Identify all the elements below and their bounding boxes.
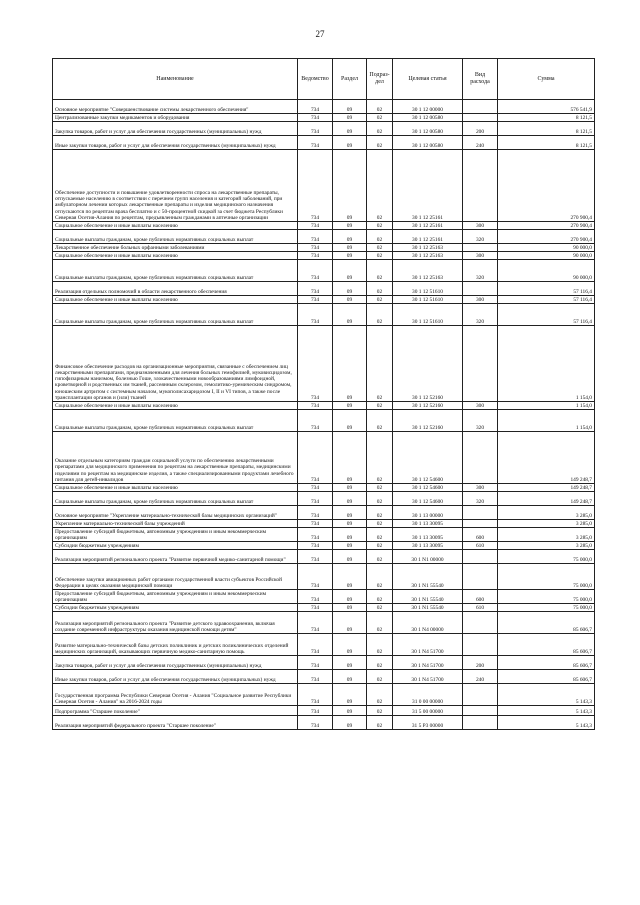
cell-target: 30 1 13 30095 — [393, 520, 463, 528]
cell-summa: 57 116,4 — [498, 296, 595, 304]
table-row — [53, 122, 595, 136]
cell-vedomstvo: 734 — [298, 670, 333, 684]
cell-podrazdel: 02 — [367, 304, 393, 326]
header-vedomstvo: Ведомство — [298, 59, 333, 100]
cell-name: Закупка товаров, работ и услуг для обеспечения государственных (муниципальных) нужд — [53, 122, 298, 136]
cell-vedomstvo: 734 — [298, 252, 333, 260]
cell-target: 30 1 12 51610 — [393, 282, 463, 296]
cell-vedomstvo: 734 — [298, 304, 333, 326]
cell-summa: 85 606,7 — [498, 670, 595, 684]
cell-summa: 3 285,0 — [498, 506, 595, 520]
cell-vedomstvo: 734 — [298, 136, 333, 150]
table-row — [53, 492, 595, 506]
cell-name: Обеспечение доступности и повышение удовлетворенности спроса на лекарственные препараты, отпускаемые населению в соответствии с перечнем групп населения и категорий заболеваний, при амбулаторном лечении которых лекарственные препараты и изделия медицинского назначения отпускаются по рецептам врача бесплатно и с 50-процентной скидкой за счет бюджета Республики Северная Осетия-Алания по рецептам, предъявленным гражданами в аптечные организации — [53, 150, 298, 222]
cell-podrazdel: 02 — [367, 122, 393, 136]
cell-vid-rashoda: 300 — [463, 252, 498, 260]
cell-podrazdel: 02 — [367, 136, 393, 150]
cell-name: Реализация мероприятий регионального проекта "Развитие детского здравоохранения, включая создание современной инфраструктуры оказания медицинской помощи детям" — [53, 612, 298, 634]
cell-summa: 1 154,0 — [498, 326, 595, 402]
cell-podrazdel: 02 — [367, 542, 393, 550]
cell-razdel: 09 — [333, 296, 367, 304]
cell-vid-rashoda: 610 — [463, 604, 498, 612]
cell-name: Социальное обеспечение и иные выплаты населению — [53, 222, 298, 230]
header-name: Наименование — [53, 59, 298, 100]
cell-vid-rashoda: 600 — [463, 590, 498, 604]
cell-podrazdel: 02 — [367, 402, 393, 410]
cell-summa: 75 000,0 — [498, 564, 595, 590]
cell-name: Основное мероприятие "Укрепление материально-технической базы медицинских организаций" — [53, 506, 298, 520]
table-row — [53, 114, 595, 122]
cell-razdel: 09 — [333, 326, 367, 402]
table-row — [53, 612, 595, 634]
cell-summa: 85 606,7 — [498, 634, 595, 656]
cell-target: 30 1 N4 00000 — [393, 612, 463, 634]
cell-vedomstvo: 734 — [298, 612, 333, 634]
cell-summa: 1 154,0 — [498, 402, 595, 410]
cell-vedomstvo: 734 — [298, 492, 333, 506]
cell-razdel: 09 — [333, 506, 367, 520]
cell-razdel: 09 — [333, 542, 367, 550]
cell-summa: 3 285,0 — [498, 542, 595, 550]
cell-name: Развитие материально-технической базы детских поликлиник и детских поликлинических отделений медицинских организаций, оказывающих первичную медико-санитарную помощь — [53, 634, 298, 656]
cell-vid-rashoda — [463, 612, 498, 634]
cell-target: 30 1 12 00580 — [393, 122, 463, 136]
cell-name: Иные закупки товаров, работ и услуг для обеспечения государственных (муниципальных) нужд — [53, 670, 298, 684]
cell-summa: 576 541,9 — [498, 100, 595, 114]
cell-name: Укрепление материально-технической базы учреждений — [53, 520, 298, 528]
cell-vid-rashoda: 200 — [463, 122, 498, 136]
cell-name: Обеспечение закупки авиационных работ органами государственной власти субъектов Российской Федерации в целях оказания медицинской помощи — [53, 564, 298, 590]
cell-razdel: 09 — [333, 684, 367, 706]
cell-summa: 8 121,5 — [498, 136, 595, 150]
cell-razdel: 09 — [333, 604, 367, 612]
cell-razdel: 09 — [333, 634, 367, 656]
cell-vedomstvo: 734 — [298, 528, 333, 542]
cell-summa: 5 143,3 — [498, 706, 595, 716]
cell-podrazdel: 02 — [367, 492, 393, 506]
cell-target: 30 1 12 25161 — [393, 222, 463, 230]
cell-summa: 90 000,0 — [498, 260, 595, 282]
cell-vid-rashoda: 200 — [463, 656, 498, 670]
cell-vid-rashoda — [463, 114, 498, 122]
cell-target: 30 1 12 00580 — [393, 136, 463, 150]
table-row — [53, 282, 595, 296]
table-row — [53, 634, 595, 656]
cell-vid-rashoda: 300 — [463, 402, 498, 410]
cell-vedomstvo: 734 — [298, 150, 333, 222]
cell-vid-rashoda — [463, 564, 498, 590]
cell-podrazdel: 02 — [367, 706, 393, 716]
cell-vedomstvo: 734 — [298, 550, 333, 564]
cell-target: 30 1 12 54600 — [393, 432, 463, 484]
cell-summa: 8 121,5 — [498, 114, 595, 122]
cell-razdel: 09 — [333, 432, 367, 484]
cell-vedomstvo: 734 — [298, 604, 333, 612]
cell-podrazdel: 02 — [367, 590, 393, 604]
table-row — [53, 100, 595, 114]
header-target: Целевая статья — [393, 59, 463, 100]
header-vid-rashoda: Вид расхода — [463, 59, 498, 100]
cell-name: Государственная программа Республики Северная Осетия - Алания "Социальное развитие Республики Северная Осетия - Алания" на 2016-2024 годы — [53, 684, 298, 706]
cell-podrazdel: 02 — [367, 484, 393, 492]
cell-podrazdel: 02 — [367, 656, 393, 670]
cell-razdel: 09 — [333, 122, 367, 136]
budget-table — [52, 58, 595, 730]
cell-vedomstvo: 734 — [298, 100, 333, 114]
table-row — [53, 402, 595, 410]
table-row — [53, 550, 595, 564]
cell-razdel: 09 — [333, 550, 367, 564]
cell-name: Основное мероприятие "Совершенствование системы лекарственного обеспечения" — [53, 100, 298, 114]
cell-target: 30 1 12 00000 — [393, 100, 463, 114]
cell-razdel: 09 — [333, 528, 367, 542]
cell-vid-rashoda: 240 — [463, 670, 498, 684]
cell-vedomstvo: 734 — [298, 402, 333, 410]
cell-target: 30 1 12 51610 — [393, 304, 463, 326]
cell-razdel: 09 — [333, 100, 367, 114]
table-row — [53, 150, 595, 222]
cell-name: Субсидии бюджетным учреждениям — [53, 604, 298, 612]
cell-vedomstvo: 734 — [298, 706, 333, 716]
cell-razdel: 09 — [333, 222, 367, 230]
cell-target: 30 1 13 30095 — [393, 542, 463, 550]
cell-vid-rashoda — [463, 326, 498, 402]
header-razdel: Раздел — [333, 59, 367, 100]
cell-name: Финансовое обеспечение расходов на организационные мероприятия, связанные с обеспечением лиц лекарственными препаратами, предназначенными для лечения больных гемофилией, муковисцидозом, гипофизарным нанизмом, болезнью Гоше, злокачественными новообразованиями лимфоидной, кроветворной и родственных им тканей, рассеянным склерозом, гемолитико-уремическим синдромом, юношеским артритом с системным началом, мукополисахаридозом I, II и VI типов, а также после трансплантации органов и (или) тканей — [53, 326, 298, 402]
cell-podrazdel: 02 — [367, 634, 393, 656]
cell-summa: 5 143,3 — [498, 716, 595, 730]
cell-vid-rashoda: 300 — [463, 484, 498, 492]
cell-vedomstvo: 734 — [298, 260, 333, 282]
cell-target: 30 1 12 00580 — [393, 114, 463, 122]
cell-podrazdel: 02 — [367, 670, 393, 684]
cell-razdel: 09 — [333, 114, 367, 122]
header-summa: Сумма — [498, 59, 595, 100]
cell-razdel: 09 — [333, 520, 367, 528]
cell-target: 30 1 12 54600 — [393, 484, 463, 492]
cell-razdel: 09 — [333, 484, 367, 492]
cell-podrazdel: 02 — [367, 282, 393, 296]
cell-target: 31 5 P3 00000 — [393, 716, 463, 730]
cell-vid-rashoda: 610 — [463, 542, 498, 550]
cell-vedomstvo: 734 — [298, 282, 333, 296]
page-number: 27 — [315, 29, 325, 39]
table-row — [53, 252, 595, 260]
cell-vedomstvo: 734 — [298, 410, 333, 432]
cell-name: Подпрограмма "Старшее поколение" — [53, 706, 298, 716]
cell-target: 30 1 12 25163 — [393, 260, 463, 282]
cell-name: Социальные выплаты гражданам, кроме публичных нормативных социальных выплат — [53, 260, 298, 282]
cell-vid-rashoda — [463, 282, 498, 296]
cell-name: Реализация отдельных полномочий в области лекарственного обеспечения — [53, 282, 298, 296]
cell-summa: 85 606,7 — [498, 656, 595, 670]
cell-podrazdel: 02 — [367, 684, 393, 706]
cell-podrazdel: 02 — [367, 528, 393, 542]
cell-name: Реализация мероприятий федерального проекта "Старшее поколение" — [53, 716, 298, 730]
table-row — [53, 326, 595, 402]
cell-vid-rashoda: 600 — [463, 528, 498, 542]
cell-vid-rashoda — [463, 550, 498, 564]
cell-target: 30 1 12 52160 — [393, 410, 463, 432]
cell-podrazdel: 02 — [367, 432, 393, 484]
cell-name: Реализация мероприятий регионального проекта "Развитие первичной медико-санитарной помощи" — [53, 550, 298, 564]
cell-summa: 3 285,0 — [498, 520, 595, 528]
table-row — [53, 506, 595, 520]
cell-target: 30 1 12 52160 — [393, 402, 463, 410]
cell-razdel: 09 — [333, 252, 367, 260]
cell-name: Предоставление субсидий бюджетным, автономным учреждениям и иным некоммерческим организациям — [53, 590, 298, 604]
cell-podrazdel: 02 — [367, 612, 393, 634]
cell-summa: 85 606,7 — [498, 612, 595, 634]
cell-razdel: 09 — [333, 410, 367, 432]
cell-summa: 8 121,5 — [498, 122, 595, 136]
cell-target: 30 1 13 30095 — [393, 528, 463, 542]
cell-summa: 75 000,0 — [498, 590, 595, 604]
cell-podrazdel: 02 — [367, 520, 393, 528]
cell-podrazdel: 02 — [367, 222, 393, 230]
cell-vedomstvo: 734 — [298, 542, 333, 550]
table-row — [53, 432, 595, 484]
cell-vid-rashoda — [463, 684, 498, 706]
cell-summa: 149 248,7 — [498, 484, 595, 492]
cell-target: 30 1 12 52160 — [393, 326, 463, 402]
table-row — [53, 564, 595, 590]
cell-razdel: 09 — [333, 612, 367, 634]
cell-vedomstvo: 734 — [298, 590, 333, 604]
cell-razdel: 09 — [333, 244, 367, 252]
cell-vedomstvo: 734 — [298, 296, 333, 304]
cell-razdel: 09 — [333, 230, 367, 244]
cell-vid-rashoda — [463, 506, 498, 520]
cell-podrazdel: 02 — [367, 506, 393, 520]
cell-name: Оказание отдельным категориям граждан социальной услуги по обеспечению лекарственными препаратами для медицинского применения по рецептам на лекарственные препараты, медицинскими изделиями по рецептам на медицинские изделия, а также специализированными продуктами лечебного питания для детей-инвалидов — [53, 432, 298, 484]
cell-podrazdel: 02 — [367, 564, 393, 590]
cell-vedomstvo: 734 — [298, 122, 333, 136]
header-podrazdel: Подраз-дел — [367, 59, 393, 100]
cell-target: 30 1 N1 55540 — [393, 564, 463, 590]
cell-razdel: 09 — [333, 716, 367, 730]
cell-summa: 3 285,0 — [498, 528, 595, 542]
cell-name: Закупка товаров, работ и услуг для обеспечения государственных (муниципальных) нужд — [53, 656, 298, 670]
table-row — [53, 304, 595, 326]
table-row — [53, 244, 595, 252]
cell-name: Социальное обеспечение и иные выплаты населению — [53, 252, 298, 260]
table-row — [53, 716, 595, 730]
cell-target: 30 1 N4 51700 — [393, 634, 463, 656]
cell-target: 30 1 N1 00000 — [393, 550, 463, 564]
cell-vid-rashoda: 240 — [463, 136, 498, 150]
cell-vedomstvo: 734 — [298, 222, 333, 230]
cell-podrazdel: 02 — [367, 296, 393, 304]
cell-name: Централизованные закупки медикаментов и оборудования — [53, 114, 298, 122]
cell-target: 30 1 12 54600 — [393, 492, 463, 506]
cell-razdel: 09 — [333, 282, 367, 296]
cell-summa: 270 900,4 — [498, 230, 595, 244]
cell-vid-rashoda: 320 — [463, 492, 498, 506]
cell-vid-rashoda — [463, 634, 498, 656]
cell-summa: 57 116,4 — [498, 282, 595, 296]
cell-razdel: 09 — [333, 150, 367, 222]
cell-podrazdel: 02 — [367, 244, 393, 252]
cell-name: Лекарственное обеспечение больных орфанными заболеваниями — [53, 244, 298, 252]
cell-target: 30 1 N1 55540 — [393, 604, 463, 612]
cell-podrazdel: 02 — [367, 716, 393, 730]
table-row — [53, 604, 595, 612]
cell-name: Социальные выплаты гражданам, кроме публичных нормативных социальных выплат — [53, 410, 298, 432]
cell-razdel: 09 — [333, 492, 367, 506]
cell-vid-rashoda — [463, 244, 498, 252]
cell-target: 30 1 N1 55540 — [393, 590, 463, 604]
table-row — [53, 590, 595, 604]
table-row — [53, 520, 595, 528]
cell-name: Предоставление субсидий бюджетным, автономным учреждениям и иным некоммерческим организациям — [53, 528, 298, 542]
cell-razdel: 09 — [333, 136, 367, 150]
cell-podrazdel: 02 — [367, 150, 393, 222]
cell-summa: 90 000,0 — [498, 252, 595, 260]
cell-vid-rashoda — [463, 706, 498, 716]
table-row — [53, 670, 595, 684]
cell-target: 30 1 12 25161 — [393, 230, 463, 244]
cell-summa: 57 116,4 — [498, 304, 595, 326]
table-row — [53, 684, 595, 706]
cell-podrazdel: 02 — [367, 114, 393, 122]
cell-target: 30 1 12 25163 — [393, 252, 463, 260]
cell-vid-rashoda — [463, 716, 498, 730]
table-row — [53, 260, 595, 282]
cell-vedomstvo: 734 — [298, 656, 333, 670]
cell-summa: 90 000,0 — [498, 244, 595, 252]
cell-summa: 1 154,0 — [498, 410, 595, 432]
cell-vid-rashoda — [463, 100, 498, 114]
cell-razdel: 09 — [333, 564, 367, 590]
cell-podrazdel: 02 — [367, 326, 393, 402]
table-row — [53, 656, 595, 670]
cell-razdel: 09 — [333, 656, 367, 670]
cell-target: 31 0 00 00000 — [393, 684, 463, 706]
cell-name: Социальные выплаты гражданам, кроме публичных нормативных социальных выплат — [53, 492, 298, 506]
cell-vid-rashoda: 300 — [463, 222, 498, 230]
cell-vedomstvo: 734 — [298, 716, 333, 730]
table-row — [53, 528, 595, 542]
cell-podrazdel: 02 — [367, 410, 393, 432]
cell-vedomstvo: 734 — [298, 564, 333, 590]
cell-vedomstvo: 734 — [298, 244, 333, 252]
cell-vedomstvo: 734 — [298, 484, 333, 492]
table-row — [53, 542, 595, 550]
cell-vid-rashoda: 320 — [463, 410, 498, 432]
cell-podrazdel: 02 — [367, 100, 393, 114]
cell-podrazdel: 02 — [367, 252, 393, 260]
cell-vedomstvo: 734 — [298, 506, 333, 520]
cell-vid-rashoda — [463, 520, 498, 528]
table-row — [53, 296, 595, 304]
cell-vid-rashoda: 300 — [463, 296, 498, 304]
cell-target: 31 5 00 00000 — [393, 706, 463, 716]
cell-summa: 270 900,4 — [498, 150, 595, 222]
table-header-row — [53, 59, 595, 100]
cell-name: Субсидии бюджетным учреждениям — [53, 542, 298, 550]
cell-vedomstvo: 734 — [298, 432, 333, 484]
cell-vedomstvo: 734 — [298, 634, 333, 656]
cell-name: Социальное обеспечение и иные выплаты населению — [53, 484, 298, 492]
cell-summa: 149 248,7 — [498, 432, 595, 484]
cell-vedomstvo: 734 — [298, 114, 333, 122]
cell-razdel: 09 — [333, 304, 367, 326]
cell-name: Социальное обеспечение и иные выплаты населению — [53, 402, 298, 410]
cell-target: 30 1 13 00000 — [393, 506, 463, 520]
cell-vid-rashoda — [463, 150, 498, 222]
cell-razdel: 09 — [333, 706, 367, 716]
cell-razdel: 09 — [333, 260, 367, 282]
cell-target: 30 1 12 25163 — [393, 244, 463, 252]
cell-name: Социальные выплаты гражданам, кроме публичных нормативных социальных выплат — [53, 230, 298, 244]
cell-vedomstvo: 734 — [298, 520, 333, 528]
cell-vid-rashoda: 320 — [463, 260, 498, 282]
cell-name: Иные закупки товаров, работ и услуг для обеспечения государственных (муниципальных) нужд — [53, 136, 298, 150]
cell-summa: 75 000,0 — [498, 604, 595, 612]
cell-vid-rashoda: 320 — [463, 304, 498, 326]
cell-podrazdel: 02 — [367, 230, 393, 244]
cell-summa: 149 248,7 — [498, 492, 595, 506]
cell-target: 30 1 12 25161 — [393, 150, 463, 222]
cell-podrazdel: 02 — [367, 550, 393, 564]
table-row — [53, 484, 595, 492]
cell-name: Социальное обеспечение и иные выплаты населению — [53, 296, 298, 304]
cell-razdel: 09 — [333, 670, 367, 684]
table-row — [53, 222, 595, 230]
cell-razdel: 09 — [333, 590, 367, 604]
table-row — [53, 230, 595, 244]
cell-summa: 75 000,0 — [498, 550, 595, 564]
table-row — [53, 706, 595, 716]
cell-podrazdel: 02 — [367, 604, 393, 612]
cell-target: 30 1 N4 51700 — [393, 656, 463, 670]
cell-name: Социальные выплаты гражданам, кроме публичных нормативных социальных выплат — [53, 304, 298, 326]
cell-vedomstvo: 734 — [298, 326, 333, 402]
table-body — [53, 100, 595, 730]
cell-vid-rashoda — [463, 432, 498, 484]
table-row — [53, 410, 595, 432]
cell-vedomstvo: 734 — [298, 230, 333, 244]
cell-target: 30 1 N4 51700 — [393, 670, 463, 684]
cell-target: 30 1 12 51610 — [393, 296, 463, 304]
cell-podrazdel: 02 — [367, 260, 393, 282]
table-row — [53, 136, 595, 150]
cell-razdel: 09 — [333, 402, 367, 410]
cell-vid-rashoda: 320 — [463, 230, 498, 244]
cell-summa: 270 900,4 — [498, 222, 595, 230]
cell-vedomstvo: 734 — [298, 684, 333, 706]
cell-summa: 5 143,3 — [498, 684, 595, 706]
